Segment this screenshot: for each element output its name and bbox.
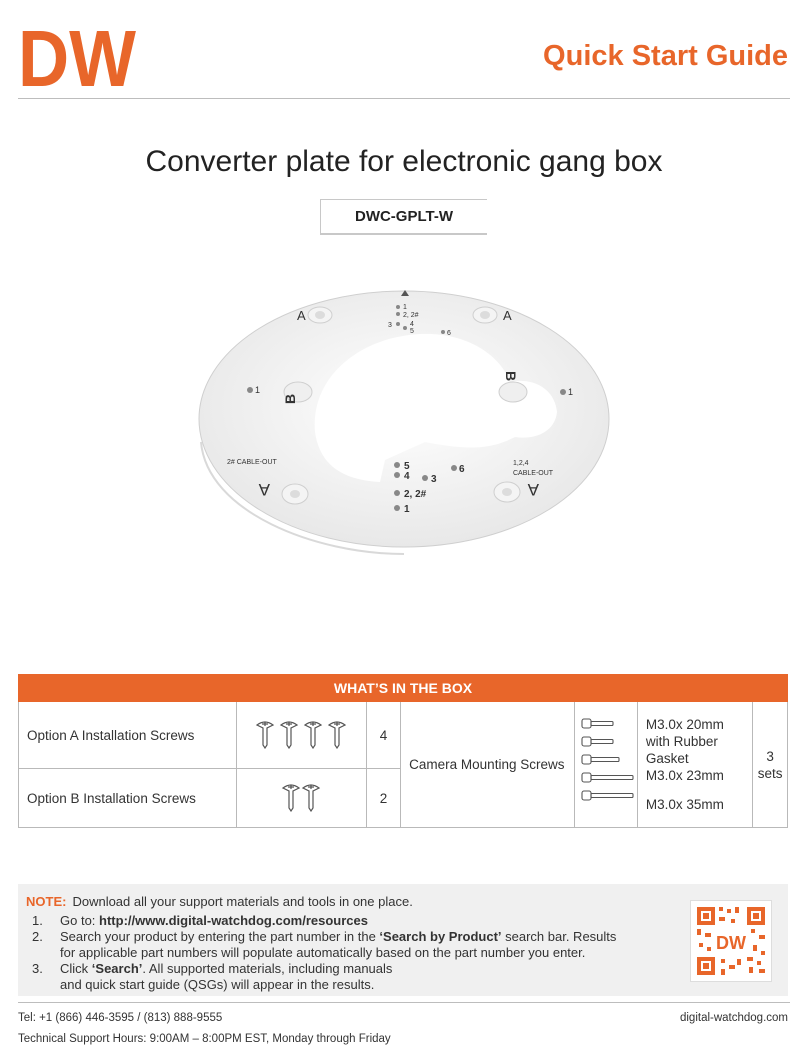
whats-in-the-box-table	[18, 674, 788, 828]
hole-label-4: 4	[404, 471, 410, 482]
steps-list	[32, 913, 616, 993]
hole-label-2: 2, 2#	[404, 489, 427, 500]
footer-divider	[18, 1002, 790, 1003]
camera-screws-specs	[637, 702, 752, 828]
label-a-top-right: A	[503, 308, 512, 323]
qr-logo-text: DW	[716, 933, 746, 953]
footer-website-link[interactable]: digital-watchdog.com	[679, 1012, 788, 1024]
logo-text: DW	[18, 18, 137, 92]
page-title: Converter plate for electronic gang box	[145, 145, 663, 178]
support-note-box	[18, 884, 788, 996]
step-1: 1. Go to: http://www.digital-watchdog.com/resources	[32, 913, 368, 928]
option-b-qty: 2	[366, 769, 400, 828]
resources-link[interactable]: http://www.digital-watchdog.com/resources	[99, 913, 368, 928]
spec-20mm-gasket-2: Gasket	[645, 751, 689, 766]
option-a-label: Option A Installation Screws	[19, 702, 237, 769]
hole-label-1: 1	[404, 504, 410, 515]
note-line	[26, 894, 413, 909]
option-b-screws-icon	[236, 769, 366, 828]
hole-label-1-top: 1	[403, 304, 407, 311]
qr-code[interactable]	[690, 900, 772, 982]
hole-label-6-top: 6	[447, 330, 451, 337]
hole-label-5-top: 5	[410, 328, 414, 335]
hole-label-2-top: 2, 2#	[403, 312, 419, 319]
converter-plate-illustration	[195, 282, 613, 557]
camera-screws-qty: 3 sets	[753, 702, 788, 828]
step-3: 3. Click ‘Search’. All supported materials, including manuals and quick start guide (QSGs) will appear in the results.	[32, 961, 393, 992]
label-b-right: B	[503, 371, 519, 382]
hole-label-4-top: 4	[410, 321, 414, 328]
hole-label-3-top: 3	[388, 322, 392, 329]
camera-screws-icon	[575, 702, 638, 828]
cable-out-right-numbers: 1,2,4	[513, 460, 529, 467]
label-b-left: B	[282, 393, 298, 404]
hole-label-1-left: 1	[255, 385, 261, 395]
footer-hours: Technical Support Hours: 9:00AM – 8:00PM EST, Monday through Friday	[18, 1033, 391, 1045]
box-table-header: WHAT’S IN THE BOX	[19, 675, 788, 702]
header-divider	[18, 98, 790, 99]
hole-label-5: 5	[404, 461, 410, 472]
label-a-bottom-right: A	[527, 480, 539, 499]
option-b-label: Option B Installation Screws	[19, 769, 237, 828]
hole-label-3: 3	[431, 474, 437, 485]
option-a-screws-icon	[236, 702, 366, 769]
model-number: DWC-GPLT-W	[320, 199, 487, 235]
hole-label-1-right: 1	[568, 387, 574, 397]
camera-screws-label: Camera Mounting Screws	[401, 702, 575, 828]
label-a-top-left: A	[297, 308, 306, 323]
note-text: Download all your support materials and tools in one place.	[72, 894, 413, 909]
cable-out-right-label: CABLE-OUT	[513, 470, 554, 477]
spec-23mm: M3.0x 23mm	[645, 768, 724, 783]
note-label: NOTE:	[26, 894, 67, 909]
option-a-qty: 4	[366, 702, 400, 769]
step-2: 2. Search your product by entering the part number in the ‘Search by Product’ search bar. Results for applicable part numbers will populate automatically based on the part number you enter.	[32, 929, 617, 960]
hole-label-6: 6	[459, 464, 465, 475]
cable-out-left-label: 2# CABLE-OUT	[227, 459, 277, 466]
guide-title: Quick Start Guide	[543, 40, 788, 72]
spec-20mm-gasket-1: with Rubber	[645, 734, 718, 749]
label-a-bottom-left: A	[258, 480, 270, 499]
footer-phone: Tel: +1 (866) 446-3595 / (813) 888-9555	[18, 1012, 223, 1024]
dw-logo	[18, 18, 138, 92]
spec-20mm: M3.0x 20mm	[645, 717, 724, 732]
table-row	[19, 702, 788, 769]
spec-35mm: M3.0x 35mm	[645, 797, 724, 812]
